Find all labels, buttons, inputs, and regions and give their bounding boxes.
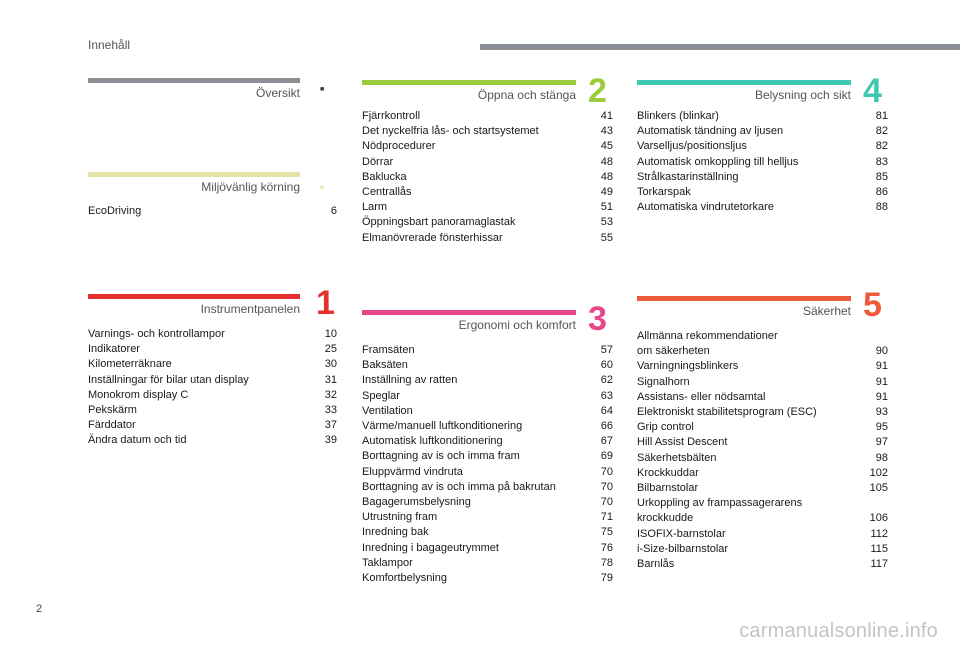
- toc-entry[interactable]: [362, 200, 613, 215]
- toc-entry-label: Framsäten: [362, 344, 415, 356]
- toc-entry[interactable]: [637, 496, 888, 526]
- toc-entry[interactable]: [637, 375, 888, 390]
- toc-entry[interactable]: [362, 215, 613, 230]
- toc-entry-label: Barnlås: [637, 558, 675, 571]
- toc-entry[interactable]: [362, 556, 613, 571]
- toc-entry[interactable]: [362, 358, 613, 373]
- toc-entry-page: 25: [324, 343, 337, 356]
- toc-entry-page: 45: [600, 140, 613, 153]
- toc-entry-label: Indikatorer: [88, 343, 140, 356]
- toc-entry-label: Borttagning av is och imma fram: [362, 450, 520, 463]
- toc-entry-label: Torkarspak: [637, 186, 691, 199]
- toc-entry-label: Varselljus/positionsljus: [637, 140, 747, 153]
- section-ergonomi: [362, 300, 613, 586]
- toc-entry[interactable]: [362, 510, 613, 525]
- toc-entry[interactable]: [362, 419, 613, 434]
- toc-entry-label: ISOFIX-barnstolar: [637, 527, 726, 540]
- toc-entry-page: 55: [600, 231, 613, 244]
- toc-entry-page: 51: [600, 201, 613, 214]
- toc-entry[interactable]: [362, 495, 613, 510]
- toc-entry[interactable]: [362, 525, 613, 540]
- toc-entry[interactable]: [362, 434, 613, 449]
- watermark-text: carmanualsonline.info: [739, 620, 938, 642]
- toc-entry[interactable]: [88, 403, 337, 418]
- toc-entry[interactable]: [362, 343, 613, 358]
- toc-entry[interactable]: [362, 541, 613, 556]
- toc-entry-label: Kilometerräknare: [88, 358, 172, 371]
- toc-entry[interactable]: [637, 466, 888, 481]
- page-header-title: Innehåll: [88, 38, 131, 52]
- toc-entry-label: Centrallås: [362, 186, 412, 199]
- toc-list: [88, 327, 337, 449]
- toc-entry[interactable]: [362, 373, 613, 388]
- toc-entry-label: Signalhorn: [637, 375, 690, 388]
- toc-entry[interactable]: [637, 420, 888, 435]
- toc-entry-label: Inredning i bagageutrymmet: [362, 541, 499, 554]
- toc-entry-page: 37: [324, 419, 337, 432]
- toc-entry[interactable]: [88, 373, 337, 388]
- toc-entry-label: Baklucka: [362, 170, 407, 183]
- toc-entry[interactable]: [362, 124, 613, 139]
- toc-entry-page: 6: [330, 205, 337, 217]
- toc-entry-page: 48: [600, 170, 613, 183]
- toc-entry-label: Monokrom display C: [88, 388, 189, 401]
- toc-entry-label: Varningningsblinkers: [637, 360, 739, 373]
- toc-entry-page: 97: [875, 436, 888, 449]
- toc-entry-label: Öppningsbart panoramaglastak: [362, 216, 516, 229]
- toc-entry[interactable]: [362, 480, 613, 495]
- toc-entry-page: 63: [600, 389, 613, 402]
- section-oppna: [362, 72, 613, 246]
- toc-entry-label: Urkoppling av frampassagerarens krockkudde: [637, 497, 803, 525]
- toc-entry[interactable]: [637, 200, 888, 215]
- section-instrument: [88, 284, 337, 449]
- section-title: Belysning och sikt: [754, 88, 851, 102]
- toc-entry-page: 39: [324, 434, 337, 447]
- toc-entry-label: Automatiska vindrutetorkare: [637, 201, 774, 214]
- toc-entry-label: Pekskärm: [88, 404, 137, 417]
- toc-entry[interactable]: [637, 185, 888, 200]
- toc-entry-page: 91: [875, 390, 888, 403]
- toc-entry-page: 67: [600, 435, 613, 448]
- toc-entry-label: Automatisk luftkonditionering: [362, 435, 503, 448]
- toc-entry-label: Krockkuddar: [637, 466, 699, 479]
- toc-entry-label: Inställning av ratten: [362, 374, 458, 387]
- toc-entry[interactable]: [362, 404, 613, 419]
- toc-entry-page: 86: [875, 186, 888, 199]
- toc-entry[interactable]: [88, 418, 337, 433]
- toc-list: [637, 329, 888, 572]
- toc-entry-label: Blinkers (blinkar): [637, 110, 719, 122]
- toc-entry-page: 70: [600, 465, 613, 478]
- toc-entry-page: 82: [875, 125, 888, 138]
- toc-entry-page: 85: [875, 170, 888, 183]
- toc-list: [362, 343, 613, 586]
- toc-entry-label: Larm: [362, 201, 388, 214]
- toc-entry-label: Nödprocedurer: [362, 140, 436, 153]
- toc-entry-page: 32: [324, 388, 337, 401]
- toc-entry[interactable]: [637, 542, 888, 557]
- toc-entry-label: Taklampor: [362, 556, 413, 569]
- toc-entry-page: 60: [600, 359, 613, 372]
- toc-entry-page: 105: [869, 482, 888, 495]
- toc-entry-label: Baksäten: [362, 359, 408, 372]
- section-title: Översikt: [255, 86, 300, 100]
- toc-entry[interactable]: [637, 390, 888, 405]
- toc-entry-page: 75: [600, 526, 613, 539]
- toc-entry-label: Komfortbelysning: [362, 572, 447, 585]
- toc-entry-label: Elektroniskt stabilitetsprogram (ESC): [637, 406, 817, 419]
- toc-entry-page: 112: [870, 527, 888, 540]
- toc-entry[interactable]: [362, 231, 613, 246]
- toc-entry-label: EcoDriving: [88, 205, 142, 217]
- toc-entry-label: Automatisk omkoppling till helljus: [637, 155, 799, 168]
- toc-entry-label: Borttagning av is och imma på bakrutan: [362, 480, 556, 493]
- toc-entry-page: 10: [324, 328, 337, 340]
- toc-entry-page: 31: [324, 373, 337, 386]
- toc-entry-label: Färddator: [88, 419, 136, 432]
- toc-entry-page: 53: [600, 216, 613, 229]
- toc-entry[interactable]: [362, 155, 613, 170]
- toc-entry[interactable]: [88, 433, 337, 448]
- section-oversikt: [88, 78, 325, 103]
- toc-entry[interactable]: [362, 449, 613, 464]
- toc-entry-page: 95: [875, 421, 888, 434]
- toc-entry[interactable]: [88, 204, 337, 219]
- toc-entry-page: 33: [324, 404, 337, 417]
- section-marker: ■: [320, 86, 325, 93]
- toc-entry-label: Ventilation: [362, 404, 413, 417]
- toc-entry-label: Det nyckelfria lås- och startsystemet: [362, 125, 539, 138]
- toc-entry[interactable]: [362, 389, 613, 404]
- toc-entry-label: i-Size-bilbarnstolar: [637, 542, 729, 555]
- toc-entry-page: 66: [600, 420, 613, 433]
- toc-entry-label: Utrustning fram: [362, 511, 438, 524]
- toc-entry-label: Inredning bak: [362, 526, 429, 539]
- toc-entry[interactable]: [362, 185, 613, 200]
- toc-entry-page: 83: [875, 155, 888, 168]
- toc-entry[interactable]: [88, 388, 337, 403]
- toc-entry-label: Värme/manuell luftkonditionering: [362, 420, 523, 433]
- toc-entry-page: 76: [600, 541, 613, 554]
- toc-entry[interactable]: [362, 571, 613, 586]
- toc-entry[interactable]: [637, 557, 888, 572]
- toc-entry-page: 57: [600, 344, 613, 356]
- toc-entry[interactable]: [362, 139, 613, 154]
- toc-entry-label: Bilbarnstolar: [637, 482, 699, 495]
- toc-entry[interactable]: [637, 139, 888, 154]
- toc-entry[interactable]: [637, 109, 888, 124]
- toc-entry-page: 79: [600, 572, 613, 585]
- section-number: 3: [588, 300, 607, 338]
- toc-entry-page: 41: [600, 110, 613, 122]
- toc-entry-page: 71: [600, 511, 613, 524]
- toc-entry-page: 93: [875, 406, 888, 419]
- toc-entry-label: Ändra datum och tid: [88, 434, 187, 447]
- section-marker: ■: [320, 185, 324, 191]
- toc-entry[interactable]: [362, 170, 613, 185]
- toc-entry-page: 43: [600, 125, 613, 138]
- section-miljo: [88, 172, 337, 219]
- toc-list: [362, 109, 613, 246]
- toc-entry-page: 88: [875, 201, 888, 214]
- toc-entry-page: 30: [324, 358, 337, 371]
- section-title: Ergonomi och komfort: [458, 318, 576, 332]
- section-title: Säkerhet: [802, 304, 851, 318]
- section-title: Öppna och stänga: [477, 88, 576, 102]
- toc-entry-label: Fjärrkontroll: [362, 110, 421, 122]
- section-sakerhet: [637, 286, 888, 572]
- toc-entry-label: Eluppvärmd vindruta: [362, 465, 463, 478]
- toc-entry-page: 64: [600, 404, 613, 417]
- toc-entry-page: 98: [875, 451, 888, 464]
- toc-entry-label: Allmänna rekommendationer om säkerheten: [637, 330, 778, 358]
- toc-entry-page: 81: [875, 110, 888, 122]
- toc-entry-page: 91: [875, 360, 888, 373]
- section-title: Instrumentpanelen: [200, 302, 300, 316]
- section-number: 4: [863, 72, 882, 110]
- toc-entry-page: 115: [870, 542, 888, 555]
- toc-entry-label: Hill Assist Descent: [637, 436, 728, 449]
- toc-entry[interactable]: [637, 124, 888, 139]
- toc-entry-label: Inställningar för bilar utan display: [88, 373, 249, 386]
- section-number: 5: [863, 286, 882, 324]
- toc-entry[interactable]: [637, 405, 888, 420]
- toc-entry-label: Säkerhetsbälten: [637, 451, 717, 464]
- toc-entry-label: Strålkastarinställning: [637, 170, 739, 183]
- toc-entry-page: 117: [870, 558, 888, 571]
- toc-entry-page: 90: [875, 345, 888, 358]
- toc-entry-page: 106: [869, 512, 888, 525]
- toc-entry-page: 49: [600, 186, 613, 199]
- toc-entry-page: 70: [600, 480, 613, 493]
- toc-entry-label: Dörrar: [362, 155, 394, 168]
- toc-entry-label: Automatisk tändning av ljusen: [637, 125, 784, 138]
- toc-entry-page: 91: [875, 375, 888, 388]
- toc-list: [88, 204, 337, 219]
- toc-entry-page: 70: [600, 496, 613, 509]
- toc-entry-page: 62: [600, 374, 613, 387]
- toc-entry[interactable]: [637, 359, 888, 374]
- toc-entry-page: 48: [600, 155, 613, 168]
- toc-list: [637, 109, 888, 215]
- section-title: Miljövänlig körning: [201, 180, 300, 194]
- toc-entry-page: 82: [875, 140, 888, 153]
- toc-entry-page: 69: [600, 450, 613, 463]
- toc-entry-label: Assistans- eller nödsamtal: [637, 390, 766, 403]
- toc-entry-label: Grip control: [637, 421, 694, 434]
- toc-entry[interactable]: [362, 109, 613, 124]
- toc-entry-label: Bagagerumsbelysning: [362, 496, 471, 509]
- page-number: 2: [36, 603, 43, 615]
- toc-entry-label: Elmanövrerade fönsterhissar: [362, 231, 503, 244]
- toc-entry-label: Varnings- och kontrollampor: [88, 328, 225, 340]
- toc-entry[interactable]: [88, 342, 337, 357]
- toc-entry[interactable]: [88, 327, 337, 342]
- header-bar: [480, 44, 960, 50]
- toc-entry-label: Speglar: [362, 389, 400, 402]
- toc-entry[interactable]: [637, 170, 888, 185]
- toc-entry[interactable]: [637, 527, 888, 542]
- toc-entry[interactable]: [362, 465, 613, 480]
- toc-entry[interactable]: [637, 155, 888, 170]
- toc-entry-page: 102: [869, 466, 888, 479]
- toc-entry[interactable]: [637, 329, 888, 359]
- toc-entry[interactable]: [637, 481, 888, 496]
- section-number: 1: [316, 284, 335, 322]
- toc-entry-page: 78: [600, 556, 613, 569]
- section-belysning: [637, 72, 888, 215]
- toc-entry[interactable]: [637, 435, 888, 450]
- toc-entry[interactable]: [88, 357, 337, 372]
- toc-entry[interactable]: [637, 451, 888, 466]
- section-number: 2: [588, 72, 607, 110]
